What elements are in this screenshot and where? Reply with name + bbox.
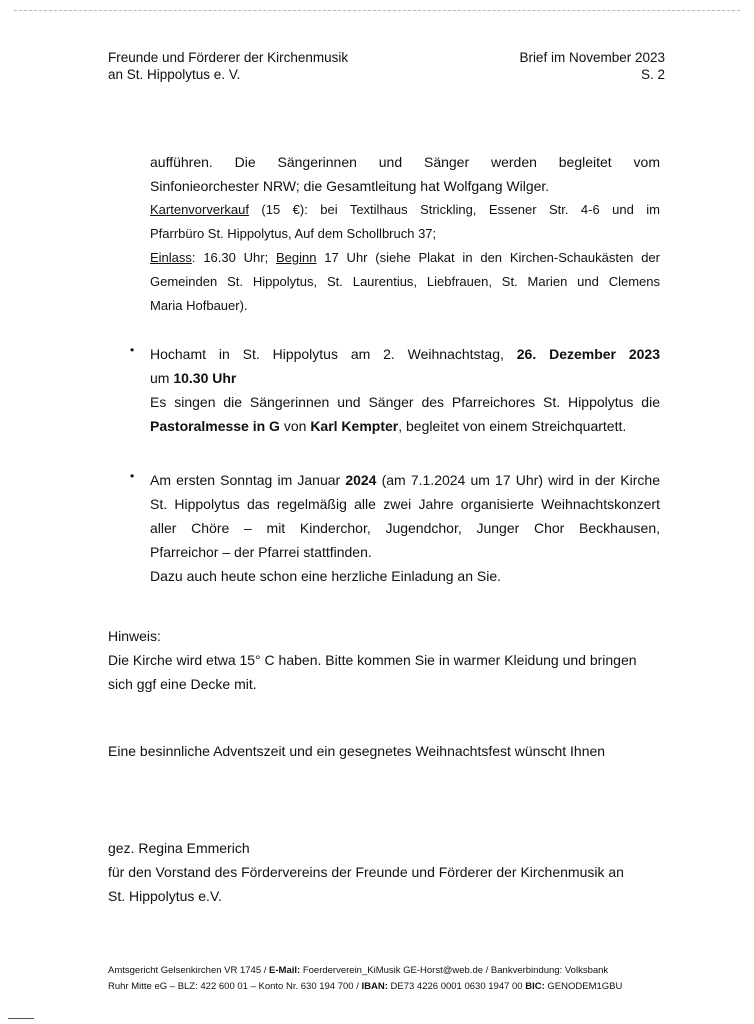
maria-line: Maria Hofbauer). bbox=[150, 298, 248, 313]
footer-legal bbox=[108, 963, 668, 995]
signature-block bbox=[108, 836, 668, 908]
januar-line3: aller Chöre – mit Kinderchor, Jugendchor, Junger Chor Beckhausen, bbox=[150, 520, 660, 536]
hochamt-line4: Pastoralmesse in G von Karl Kempter, begleitet von einem Streichquartett. bbox=[150, 418, 627, 434]
hochamt-date: 26. Dezember 2023 bbox=[516, 346, 660, 362]
concert-line2: Sinfonieorchester NRW; die Gesamtleitung hat Wolfgang Wilger. bbox=[150, 178, 550, 194]
concert-paragraph bbox=[150, 150, 660, 318]
concert-line1: aufführen. Die Sängerinnen und Sänger werden begleitet vom bbox=[150, 154, 660, 170]
entry-label: Einlass bbox=[150, 250, 192, 265]
presale-text: (15 €): bei Textilhaus Strickling, Essener Str. 4-6 und im bbox=[249, 202, 660, 217]
bullet-marker: • bbox=[130, 343, 135, 357]
mass-title: Pastoralmesse in G bbox=[150, 418, 280, 434]
org-name-line2: an St. Hippolytus e. V. bbox=[108, 67, 241, 82]
hinweis-section bbox=[108, 624, 668, 696]
scan-corner-mark bbox=[8, 1018, 34, 1019]
letter-meta bbox=[519, 49, 665, 83]
start-text: 17 Uhr (siehe Plakat in den Kirchen-Schaukästen der bbox=[316, 250, 660, 265]
bullet-marker: • bbox=[130, 469, 135, 483]
iban-label: IBAN: bbox=[361, 981, 388, 992]
letter-date: Brief im November 2023 bbox=[519, 50, 665, 65]
page-number: S. 2 bbox=[640, 67, 665, 82]
greeting: Eine besinnliche Adventszeit und ein gesegnetes Weihnachtsfest wünscht Ihnen bbox=[108, 743, 606, 759]
bic-label: BIC: bbox=[525, 981, 545, 992]
presale-line2: Pfarrbüro St. Hippolytus, Auf dem Schollbruch 37; bbox=[150, 226, 437, 241]
presale-line bbox=[150, 198, 660, 222]
hinweis-line2: sich ggf eine Decke mit. bbox=[108, 676, 257, 692]
hochamt-line2: um 10.30 Uhr bbox=[150, 370, 237, 386]
footer-iban: DE73 4226 0001 0630 1947 00 bbox=[387, 981, 526, 992]
footer-line1: Amtsgericht Gelsenkirchen VR 1745 / E-Mail: Foerderverein_KiMusik GE-Horst@web.de / Bankverbindung: Volksbank bbox=[108, 965, 609, 976]
letterhead-organization bbox=[108, 49, 348, 83]
januar-year: 2024 bbox=[345, 472, 377, 488]
entry-text: : 16.30 Uhr; bbox=[191, 250, 277, 265]
januar-line4: Pfarreichor – der Pfarrei stattfinden. bbox=[150, 544, 372, 560]
footer-line2: Ruhr Mitte eG – BLZ: 422 600 01 – Konto Nr. 630 194 700 / IBAN: DE73 4226 0001 0630 1947 00 BIC: GENODEM1GBU bbox=[108, 981, 623, 992]
org-name-line1: Freunde und Förderer der Kirchenmusik bbox=[108, 50, 349, 65]
footer-bic: GENODEM1GBU bbox=[544, 981, 623, 992]
januar-line1: Am ersten Sonntag im Januar 2024 (am 7.1.2024 um 17 Uhr) wird in der Kirche bbox=[150, 472, 660, 488]
hochamt-time: 10.30 Uhr bbox=[173, 370, 237, 386]
januar-line5: Dazu auch heute schon eine herzliche Einladung an Sie. bbox=[150, 568, 502, 584]
signature-name: gez. Regina Emmerich bbox=[108, 840, 250, 856]
hinweis-label: Hinweis: bbox=[108, 628, 161, 644]
signature-line3: St. Hippolytus e.V. bbox=[108, 888, 222, 904]
hochamt-line1: Hochamt in St. Hippolytus am 2. Weihnachtstag, 26. Dezember 2023 bbox=[150, 346, 660, 362]
signature-line2: für den Vorstand des Fördervereins der Freunde und Förderer der Kirchenmusik an bbox=[108, 864, 624, 880]
composer-name: Karl Kempter bbox=[310, 418, 399, 434]
hochamt-line3: Es singen die Sängerinnen und Sänger des Pfarreichores St. Hippolytus die bbox=[150, 394, 660, 410]
gemeinden-line: Gemeinden St. Hippolytus, St. Laurentius, Liebfrauen, St. Marien und Clemens bbox=[150, 274, 660, 289]
email-label: E-Mail: bbox=[269, 965, 301, 976]
start-label: Beginn bbox=[276, 250, 317, 265]
januar-line2: St. Hippolytus das regelmäßig alle zwei Jahre organisierte Weihnachtskonzert bbox=[150, 496, 660, 512]
footer-email: Foerderverein_KiMusik GE-Horst@web.de / Bankverbindung: Volksbank bbox=[300, 965, 609, 976]
scan-artifact-line bbox=[14, 10, 740, 11]
bullet-januar bbox=[150, 468, 660, 588]
entry-line bbox=[150, 246, 660, 270]
presale-label: Kartenvorverkauf bbox=[150, 202, 249, 217]
hinweis-line1: Die Kirche wird etwa 15° C haben. Bitte kommen Sie in warmer Kleidung und bringen bbox=[108, 652, 637, 668]
bullet-hochamt bbox=[150, 342, 660, 438]
